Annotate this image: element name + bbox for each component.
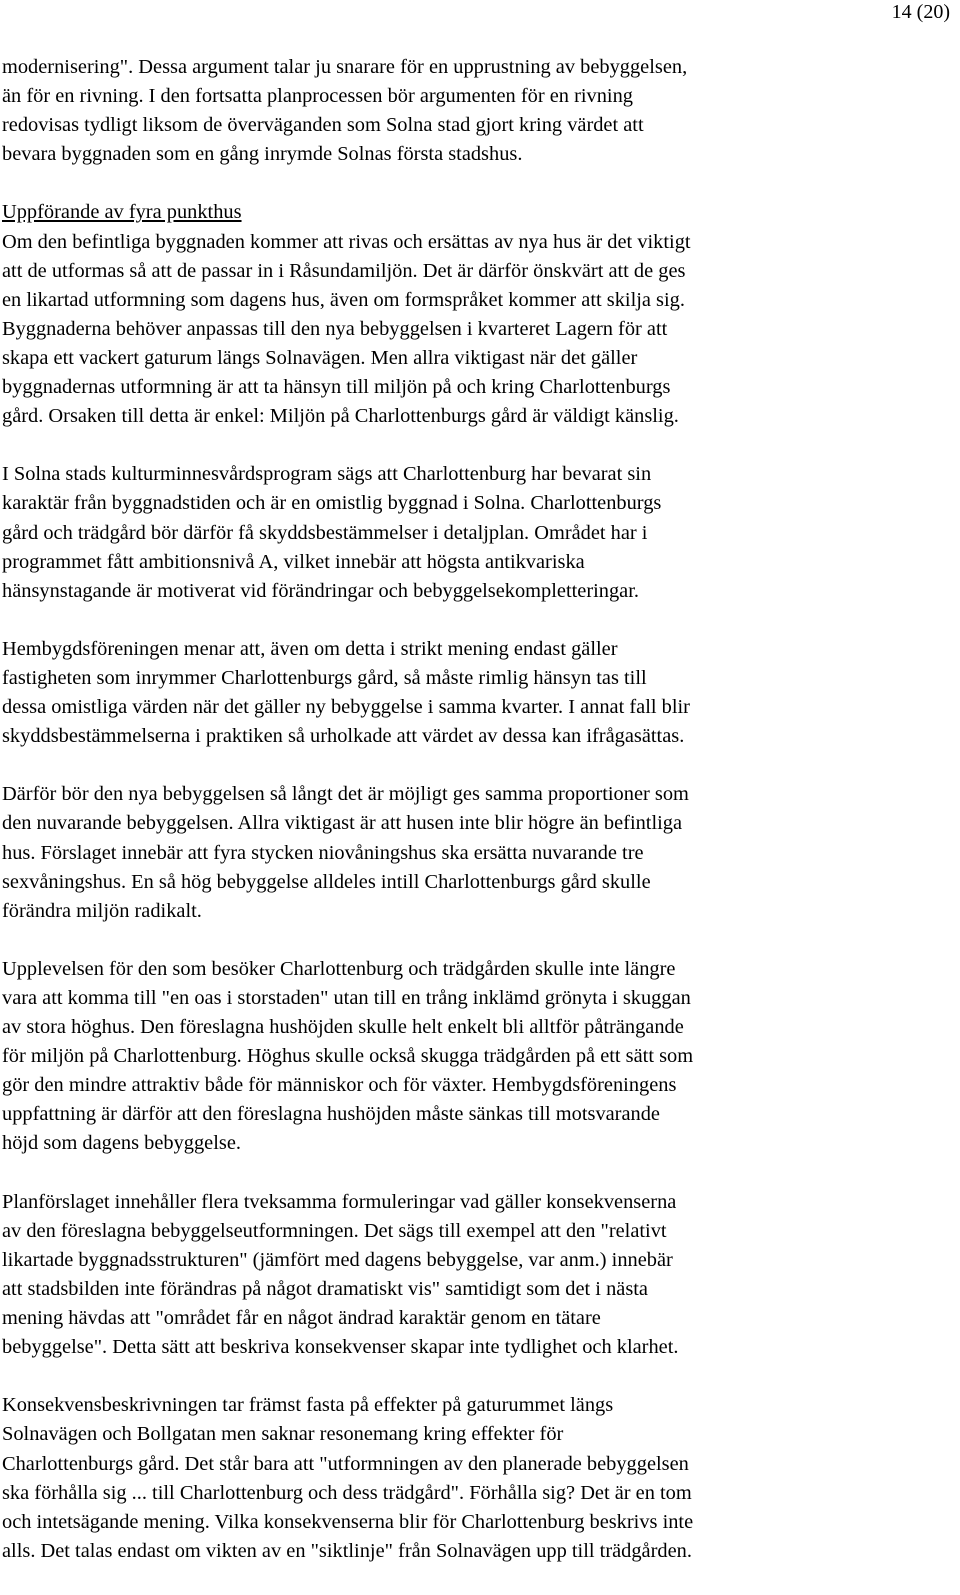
text-line: I Solna stads kulturminnesvårdsprogram sägs att Charlottenburg har bevarat sin xyxy=(2,463,652,486)
text-line: modernisering". Dessa argument talar ju snarare för en upprustning av bebyggelsen, xyxy=(2,56,688,78)
text-line: redovisas tydligt liksom de överväganden som Solna stad gjort kring värdet att xyxy=(2,114,644,137)
text-line: mening hävdas att "området får en något ändrad karaktär genom en tätare xyxy=(2,1307,601,1330)
text-line: alls. Det talas endast om vikten av en "siktlinje" från Solnavägen upp till trädgården. xyxy=(2,1539,692,1562)
text-line: Därför bör den nya bebyggelsen så långt det är möjligt ges samma proportioner som xyxy=(2,783,689,806)
text-line: förändra miljön radikalt. xyxy=(2,899,202,922)
text-line: Hembygdsföreningen menar att, även om detta i strikt mening endast gäller xyxy=(2,637,618,660)
paragraph xyxy=(2,198,952,431)
text-line: programmet fått ambitionsnivå A, vilket innebär att högsta antikvariska xyxy=(2,550,585,573)
paragraph xyxy=(2,460,952,605)
paragraph xyxy=(2,53,952,169)
text-line: Konsekvensbeskrivningen tar främst fasta på effekter på gaturummet längs xyxy=(2,1394,614,1417)
section-heading: Uppförande av fyra punkthus xyxy=(2,201,242,224)
text-line: hus. Förslaget innebär att fyra stycken niovåningshus ska ersätta nuvarande tre xyxy=(2,841,644,864)
text-line: Upplevelsen för den som besöker Charlottenburg och trädgården skulle inte längre xyxy=(2,957,676,980)
document-body xyxy=(2,53,952,1595)
text-line: att stadsbilden inte förändras på något dramatiskt vis" samtidigt som det i nästa xyxy=(2,1277,648,1300)
text-line: skyddsbestämmelserna i praktiken så urholkade att värdet av dessa kan ifrågasättas. xyxy=(2,725,685,748)
text-line: Om den befintliga byggnaden kommer att rivas och ersättas av nya hus är det viktigt xyxy=(2,230,691,253)
paragraph xyxy=(2,780,952,925)
text-line: en likartad utformning som dagens hus, även om formspråket kommer att skilja sig. xyxy=(2,288,685,311)
paragraph xyxy=(2,1391,952,1566)
text-line: än för en rivning. I den fortsatta planprocessen bör argumenten för en rivning xyxy=(2,85,633,108)
text-line: fastigheten som inrymmer Charlottenburgs gård, så måste rimlig hänsyn tas till xyxy=(2,666,647,689)
paragraph xyxy=(2,635,952,751)
text-line: bebyggelse". Detta sätt att beskriva konsekvenser skapar inte tydlighet och klarhet. xyxy=(2,1336,679,1359)
text-line: ska förhålla sig ... till Charlottenburg och dess trädgård". Förhålla sig? Det är en tom xyxy=(2,1481,692,1504)
paragraph xyxy=(2,1188,952,1363)
paragraph xyxy=(2,955,952,1159)
text-line: att de utformas så att de passar in i Råsundamiljön. Det är därför önskvärt att de ges xyxy=(2,259,686,282)
text-line: karaktär från byggnadstiden och är en omistlig byggnad i Solna. Charlottenburgs xyxy=(2,492,662,515)
text-line: uppfattning är därför att den föreslagna hushöjden måste sänkas till motsvarande xyxy=(2,1103,660,1126)
text-line: Charlottenburgs gård. Det står bara att "utformningen av den planerade bebyggelsen xyxy=(2,1452,689,1475)
text-line: hänsynstagande är motiverat vid förändringar och bebyggelsekompletteringar. xyxy=(2,579,639,602)
text-line: gör den mindre attraktiv både för människor och för växter. Hembygdsföreningens xyxy=(2,1074,677,1097)
text-line: byggnadernas utformning är att ta hänsyn till miljön på och kring Charlottenburgs xyxy=(2,376,671,399)
text-line: och intetsägande mening. Vilka konsekvenserna blir för Charlottenburg beskrivs inte xyxy=(2,1510,694,1533)
text-line: för miljön på Charlottenburg. Höghus skulle också skugga trädgården på ett sätt som xyxy=(2,1045,694,1068)
text-line: av stora höghus. Den föreslagna hushöjden skulle helt enkelt bli alltför påträngande xyxy=(2,1016,684,1039)
text-line: dessa omistliga värden när det gäller ny bebyggelse i samma kvarter. I annat fall blir xyxy=(2,696,690,719)
text-line: Solnavägen och Bollgatan men saknar resonemang kring effekter för xyxy=(2,1423,564,1446)
text-line: av den föreslagna bebyggelseutformningen. Det sägs till exempel att den "relativt xyxy=(2,1219,667,1242)
text-line: Byggnaderna behöver anpassas till den nya bebyggelsen i kvarteret Lagern för att xyxy=(2,317,668,340)
text-line: skapa ett vackert gaturum längs Solnavägen. Men allra viktigast när det gäller xyxy=(2,346,638,369)
text-line: bevara byggnaden som en gång inrymde Solnas första stadshus. xyxy=(2,143,523,166)
text-line: Planförslaget innehåller flera tveksamma formuleringar vad gäller konsekvenserna xyxy=(2,1190,677,1213)
text-line: höjd som dagens bebyggelse. xyxy=(2,1132,241,1155)
text-line: vara att komma till "en oas i storstaden" utan till en trång inklämd grönyta i skuggan xyxy=(2,987,691,1009)
text-line: sexvåningshus. En så hög bebyggelse alldeles intill Charlottenburgs gård skulle xyxy=(2,870,651,893)
text-line: likartade byggnadsstrukturen" (jämfört med dagens bebyggelse, var anm.) innebär xyxy=(2,1248,673,1271)
text-line: gård och trädgård bör därför få skyddsbestämmelser i detaljplan. Området har i xyxy=(2,521,648,544)
text-line: gård. Orsaken till detta är enkel: Miljön på Charlottenburgs gård är väldigt känslig. xyxy=(2,405,679,428)
page-number: 14 (20) xyxy=(891,1,950,23)
text-line: den nuvarande bebyggelsen. Allra viktigast är att husen inte blir högre än befintliga xyxy=(2,812,683,835)
